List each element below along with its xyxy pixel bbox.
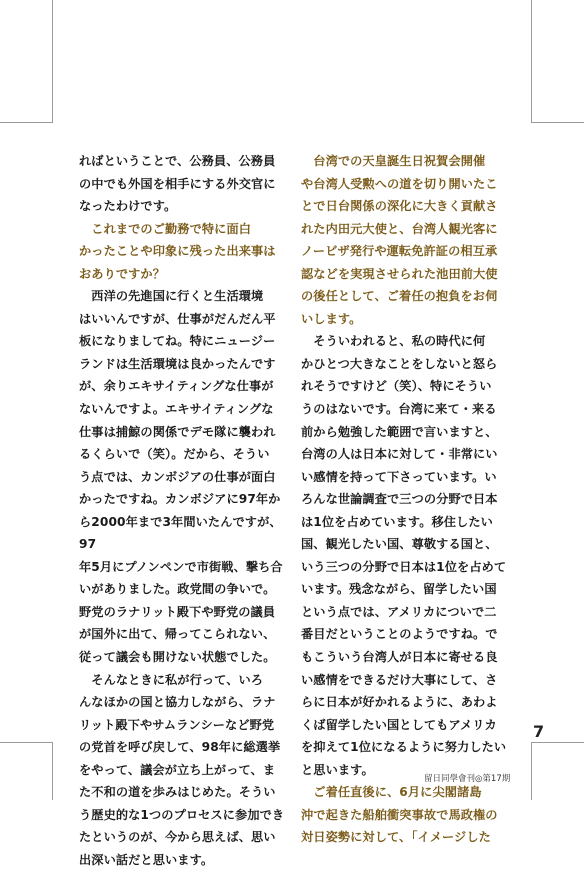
crop-mark-top-left-h [0,122,52,123]
interview-question: 台湾での天皇誕生日祝賀会開催 や台湾人受勲への道を切り開いたこ とで日台関係の深化に大きく貢献さ れた内田元大使と、台湾人観光客に ノービザ発行や運転免許証の相互承 認などを実現させられた池田前大使 の後任として、ご着任の抱負をお伺 いします。 [301,154,498,326]
crop-mark-top-right-v [531,0,532,123]
crop-mark-bottom-right-v [531,742,532,800]
crop-mark-top-left-v [52,0,53,123]
interview-answer: そういわれると、私の時代に何 かひとつ大きなことをしないと怒ら れそうですけど（笑）、特にそうい うのはないです。台湾に来て・来る 前から勉強した範囲で言いますと、 台湾の人は日本に対して・非常にい い感情を持って下さっています。い ろんな世論調査で三つの分野で日本 は1位を占めています。移住したい 国、観光したい国、尊敬する国と、 いう三つの分野で日本は1位を占めて います。残念ながら、留学したい国 という点では、アメリカについで二 番目だということのようですね。で もこういう台湾人が日本に寄せる良 い感情をできるだけ大事にして、さ らに日本が好かれるように、あわよ くば留学したい国としてもアメリカ を抑えて1位になるように努力したい と思います。 [301,334,507,777]
crop-mark-bottom-left-v [52,742,53,800]
interview-answer: そんなときに私が行って、いろ んなほかの国と協力しながら、ラナ リット殿下やサムランシーなど野党 の党首を呼び戻して、98年に総選挙 をやって、議会が立ち上がって、ま た不和の道を歩みはじめた。そうい う歴史的な1つのプロセスに参加でき たというのが、今から思えば、思い 出深い話だと思います。 [79,672,285,867]
article-left-column [79,150,293,872]
journal-footer: 留日同學會刊◎第17期 [424,774,511,784]
interview-answer: 西洋の先進国に行くと生活環境 はいいんですが、仕事がだんだん平 板になりましてね。特にニュージー ランドは生活環境は良かったんです が、余りエキサイティングな仕事が ないんですよ。エキサイティングな 仕事は捕鯨の関係でデモ隊に襲われ るくらいで（笑）。だから、そうい う点では、カンボジアの仕事が面白 かったですね。カンボジアに97年か ら2000年まで3年間いたんですが、97 年5月にプノンペンで市街戦、撃ち合 いがありました。政党間の争いで。 野党のラナリット殿下や野党の議員 が国外に出て、帰ってこられない、 従って議会も開けない状態でした。 [79,289,283,665]
interview-answer: ればということで、公務員、公務員 の中でも外国を相手にする外交官に なったわけです。 [79,154,276,214]
crop-mark-top-right-h [531,122,584,123]
crop-mark-bottom-right-h [531,742,584,743]
page-number: 7 [533,722,545,741]
crop-mark-bottom-left-h [0,742,52,743]
article-right-column [301,150,515,849]
interview-question: ご着任直後に、6月に尖閣諸島 沖で起きた船舶衝突事故で馬政権の 対日姿勢に対して、「イメージした [301,785,498,845]
interview-question: これまでのご勤務で特に面白 かったことや印象に残った出来事は おありですか？ [79,221,276,281]
